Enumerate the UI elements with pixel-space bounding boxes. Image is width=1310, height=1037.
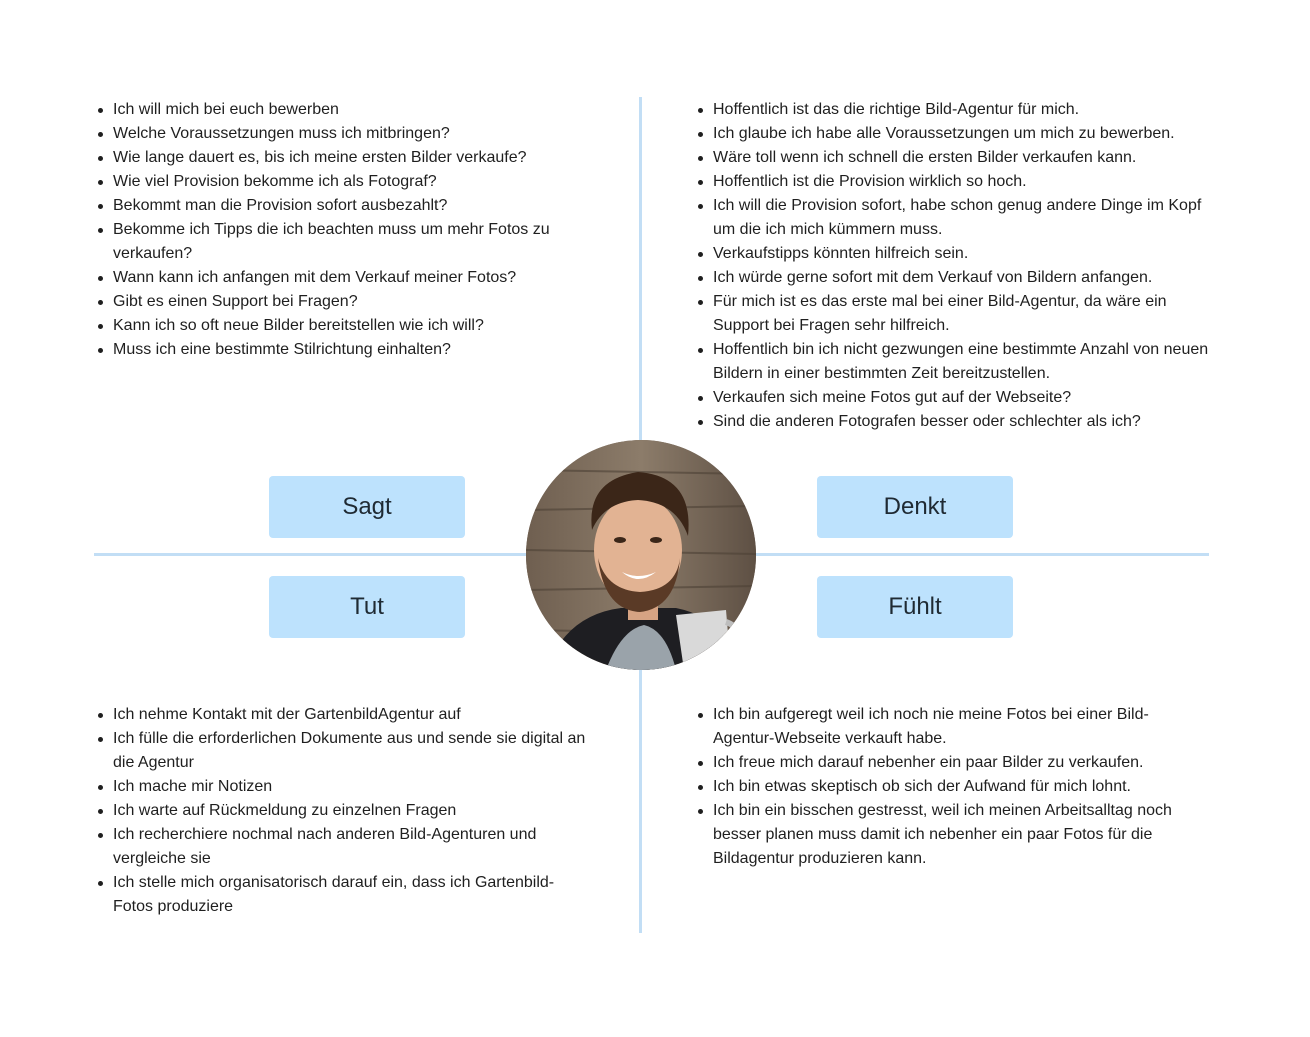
- label-sagt: Sagt: [269, 476, 465, 538]
- persona-photo-icon: [526, 440, 756, 670]
- list-item: Welche Voraussetzungen muss ich mitbringen?: [94, 122, 594, 146]
- quadrant-denkt: [694, 98, 1209, 434]
- list-item: Ich freue mich darauf nebenher ein paar Bilder zu verkaufen.: [694, 751, 1209, 775]
- list-item: Kann ich so oft neue Bilder bereitstellen wie ich will?: [94, 314, 594, 338]
- list-item: Wie lange dauert es, bis ich meine ersten Bilder verkaufe?: [94, 146, 594, 170]
- list-item: Ich würde gerne sofort mit dem Verkauf von Bildern anfangen.: [694, 266, 1209, 290]
- list-item: Ich warte auf Rückmeldung zu einzelnen Fragen: [94, 799, 594, 823]
- list-item: Bekomme ich Tipps die ich beachten muss um mehr Fotos zu verkaufen?: [94, 218, 594, 266]
- list-item: Verkaufstipps könnten hilfreich sein.: [694, 242, 1209, 266]
- tut-list: [94, 703, 594, 919]
- list-item: Ich will die Provision sofort, habe schon genug andere Dinge im Kopf um die ich mich kümmern muss.: [694, 194, 1209, 242]
- list-item: Wäre toll wenn ich schnell die ersten Bilder verkaufen kann.: [694, 146, 1209, 170]
- list-item: Ich nehme Kontakt mit der GartenbildAgentur auf: [94, 703, 594, 727]
- persona-avatar: [526, 440, 756, 670]
- quadrant-tut: [94, 703, 594, 919]
- denkt-list: [694, 98, 1209, 434]
- list-item: Gibt es einen Support bei Fragen?: [94, 290, 594, 314]
- list-item: Bekommt man die Provision sofort ausbezahlt?: [94, 194, 594, 218]
- list-item: Ich fülle die erforderlichen Dokumente aus und sende sie digital an die Agentur: [94, 727, 594, 775]
- list-item: Ich mache mir Notizen: [94, 775, 594, 799]
- list-item: Ich will mich bei euch bewerben: [94, 98, 594, 122]
- quadrant-fuehlt: [694, 703, 1209, 871]
- list-item: Hoffentlich ist die Provision wirklich so hoch.: [694, 170, 1209, 194]
- fuehlt-list: [694, 703, 1209, 871]
- list-item: Wie viel Provision bekomme ich als Fotograf?: [94, 170, 594, 194]
- sagt-list: [94, 98, 594, 362]
- list-item: Muss ich eine bestimmte Stilrichtung einhalten?: [94, 338, 594, 362]
- list-item: Ich recherchiere nochmal nach anderen Bild-Agenturen und vergleiche sie: [94, 823, 594, 871]
- list-item: Ich glaube ich habe alle Voraussetzungen um mich zu bewerben.: [694, 122, 1209, 146]
- label-fuehlt: Fühlt: [817, 576, 1013, 638]
- list-item: Verkaufen sich meine Fotos gut auf der Webseite?: [694, 386, 1209, 410]
- list-item: Für mich ist es das erste mal bei einer Bild-Agentur, da wäre ein Support bei Fragen sehr hilfreich.: [694, 290, 1209, 338]
- list-item: Hoffentlich ist das die richtige Bild-Agentur für mich.: [694, 98, 1209, 122]
- list-item: Ich bin etwas skeptisch ob sich der Aufwand für mich lohnt.: [694, 775, 1209, 799]
- list-item: Ich stelle mich organisatorisch darauf ein, dass ich Gartenbild-Fotos produziere: [94, 871, 594, 919]
- list-item: Ich bin ein bisschen gestresst, weil ich meinen Arbeitsalltag noch besser planen muss damit ich nebenher ein paar Fotos für die Bildagentur produzieren kann.: [694, 799, 1209, 871]
- label-denkt: Denkt: [817, 476, 1013, 538]
- quadrant-sagt: [94, 98, 594, 362]
- list-item: Hoffentlich bin ich nicht gezwungen eine bestimmte Anzahl von neuen Bildern in einer bestimmten Zeit bereitzustellen.: [694, 338, 1209, 386]
- list-item: Sind die anderen Fotografen besser oder schlechter als ich?: [694, 410, 1209, 434]
- label-tut: Tut: [269, 576, 465, 638]
- list-item: Ich bin aufgeregt weil ich noch nie meine Fotos bei einer Bild-Agentur-Webseite verkauft habe.: [694, 703, 1209, 751]
- list-item: Wann kann ich anfangen mit dem Verkauf meiner Fotos?: [94, 266, 594, 290]
